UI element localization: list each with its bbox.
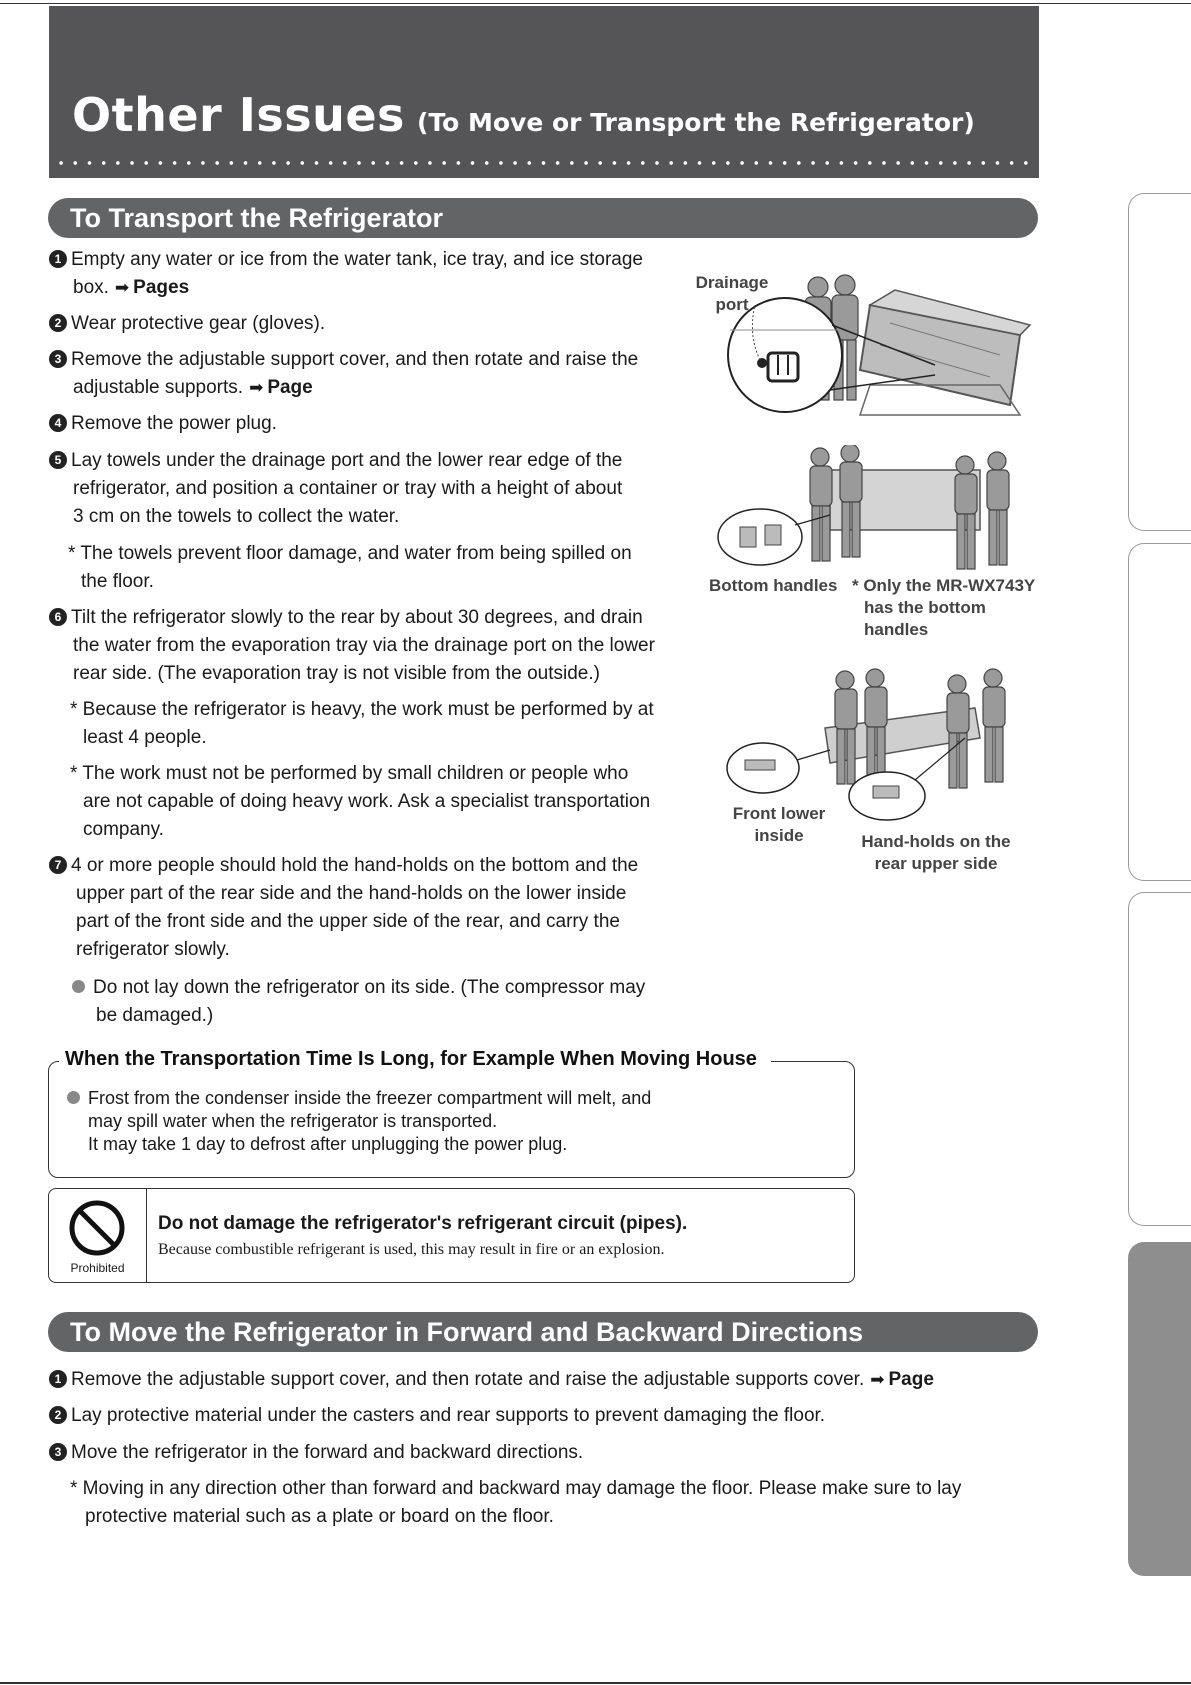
- move-step-1: [49, 1366, 1039, 1394]
- page-ref-link[interactable]: Page: [888, 1369, 934, 1390]
- step-number: 7: [49, 856, 67, 874]
- step-5-note: [68, 540, 708, 596]
- step-text: rear side. (The evaporation tray is not visible from the outside.): [73, 663, 600, 684]
- step-text: Remove the adjustable support cover, and then rotate and raise the: [71, 349, 639, 370]
- warning-title: Do not damage the refrigerator's refrigerant circuit (pipes).: [158, 1213, 688, 1234]
- note-text: are not capable of doing heavy work. Ask a specialist transportation: [83, 791, 651, 812]
- caption-line: port: [715, 295, 749, 314]
- step-number: 6: [49, 608, 67, 626]
- step-text: refrigerator slowly.: [76, 939, 230, 960]
- step-text: Empty any water or ice from the water tank, ice tray, and ice storage: [71, 249, 644, 270]
- caption-model-note: [852, 575, 1052, 641]
- note-text: * Because the refrigerator is heavy, the work must be performed by at: [70, 699, 654, 720]
- hand-holds-illustration: [725, 668, 1025, 823]
- caption-hand-holds-rear: [846, 831, 1026, 875]
- section-header-transport: To Transport the Refrigerator: [48, 198, 1038, 238]
- bullet-text: be damaged.): [96, 1005, 214, 1026]
- step-4: [49, 410, 689, 438]
- step-number: 3: [49, 1443, 67, 1461]
- step-text: 3 cm on the towels to collect the water.: [73, 506, 400, 527]
- bottom-rule: [0, 1682, 1191, 1684]
- section-header-move: To Move the Refrigerator in Forward and Backward Directions: [48, 1312, 1038, 1352]
- banner-dotted-line: [54, 160, 1034, 166]
- step-7: [49, 852, 709, 964]
- caption-line: has the bottom: [864, 598, 986, 617]
- prohibited-icon: [67, 1198, 127, 1258]
- step-6: [49, 604, 709, 688]
- step-text: Lay towels under the drainage port and the lower rear edge of the: [71, 450, 623, 471]
- side-tab-3[interactable]: [1128, 892, 1191, 1226]
- page-title-sub: (To Move or Transport the Refrigerator): [416, 108, 975, 137]
- note-text: * The towels prevent floor damage, and water from being spilled on: [68, 543, 632, 564]
- step-number: 4: [49, 414, 67, 432]
- caption-line: Hand-holds on the: [861, 832, 1011, 851]
- step-number: 5: [49, 451, 67, 469]
- bullet-dot-icon: [67, 1091, 80, 1104]
- step-text: upper part of the rear side and the hand-holds on the lower inside: [76, 883, 627, 904]
- move-step-3: [49, 1439, 1039, 1467]
- page-title-main: Other Issues: [72, 88, 405, 142]
- arrow-right-icon: ➡: [114, 278, 130, 297]
- top-rule: [0, 3, 1191, 4]
- step-text: adjustable supports.: [73, 377, 244, 398]
- step-text: box.: [73, 277, 109, 298]
- step-5: [49, 447, 689, 531]
- caption-drainage-port: [682, 272, 782, 316]
- bullet-dot-icon: [72, 980, 85, 993]
- step-number: 2: [49, 1406, 67, 1424]
- step-text: part of the front side and the upper side of the rear, and carry the: [76, 911, 620, 932]
- page-title: [72, 88, 975, 142]
- step-2: [49, 310, 689, 338]
- step-text: Move the refrigerator in the forward and backward directions.: [71, 1442, 584, 1463]
- step-text: Lay protective material under the casters and rear supports to prevent damaging the floor.: [71, 1405, 826, 1426]
- step-number: 1: [49, 250, 67, 268]
- move-note: [70, 1475, 1040, 1531]
- step-number: 2: [49, 314, 67, 332]
- caption-line: * Only the MR-WX743Y: [852, 576, 1036, 595]
- step-6-note-b: [70, 760, 730, 844]
- side-tab-4-active[interactable]: [1128, 1242, 1191, 1576]
- warning-text: Because combustible refrigerant is used, this may result in fire or an explosion.: [158, 1241, 665, 1258]
- note-box-body: [67, 1087, 651, 1156]
- note-box-title: When the Transportation Time Is Long, for Example When Moving House: [59, 1048, 771, 1071]
- arrow-right-icon: ➡: [870, 1370, 885, 1389]
- note-text: protective material such as a plate or board on the floor.: [85, 1506, 554, 1527]
- caption-line: Front lower: [732, 804, 826, 823]
- note-text: * The work must not be performed by small children or people who: [70, 763, 629, 784]
- long-transport-note-box: [48, 1048, 855, 1178]
- prohibited-icon-label: Prohibited: [70, 1261, 125, 1275]
- step-text: the water from the evaporation tray via the drainage port on the lower: [73, 635, 655, 656]
- page-ref-link[interactable]: Pages: [133, 277, 190, 298]
- step-text: refrigerator, and position a container or tray with a height of about: [73, 478, 623, 499]
- step-3: [49, 346, 709, 402]
- warning-divider: [146, 1189, 147, 1282]
- note-text: company.: [83, 819, 164, 840]
- note-text: least 4 people.: [83, 727, 207, 748]
- step-number: 1: [49, 1370, 67, 1388]
- note-text: * Moving in any direction other than forward and backward may damage the floor. Please make sure to lay: [70, 1478, 962, 1499]
- page-ref-link[interactable]: Page: [267, 377, 313, 398]
- caption-line: rear upper side: [874, 854, 998, 873]
- note-text: the floor.: [81, 571, 154, 592]
- note-box-line: It may take 1 day to defrost after unplugging the power plug.: [88, 1134, 568, 1154]
- arrow-right-icon: ➡: [249, 378, 264, 397]
- step-text: Wear protective gear (gloves).: [71, 313, 326, 334]
- bullet-text: Do not lay down the refrigerator on its side. (The compressor may: [93, 977, 646, 998]
- note-box-line: may spill water when the refrigerator is transported.: [88, 1111, 498, 1131]
- step-text: Tilt the refrigerator slowly to the rear by about 30 degrees, and drain: [71, 607, 643, 628]
- caption-line: handles: [864, 620, 929, 639]
- caption-line: inside: [754, 826, 804, 845]
- prohibited-warning-box: [48, 1188, 855, 1283]
- caption-bottom-handles: Bottom handles: [709, 576, 838, 595]
- step-number: 3: [49, 350, 67, 368]
- step-text: Remove the adjustable support cover, and then rotate and raise the adjustable supports cover.: [71, 1369, 865, 1390]
- caption-front-lower-inside: [714, 803, 844, 847]
- bottom-handles-illustration: [715, 445, 1025, 575]
- step-6-note-a: [70, 696, 730, 752]
- side-tab-1[interactable]: [1128, 193, 1191, 531]
- note-box-line: Frost from the condenser inside the freezer compartment will melt, and: [88, 1088, 652, 1108]
- step-1: [49, 246, 709, 302]
- step-text: 4 or more people should hold the hand-holds on the bottom and the: [71, 855, 639, 876]
- side-tab-2[interactable]: [1128, 543, 1191, 881]
- step-text: Remove the power plug.: [71, 413, 277, 434]
- move-step-2: [49, 1402, 1039, 1430]
- step-7-bullet: [72, 974, 732, 1030]
- caption-line: Drainage: [695, 273, 769, 292]
